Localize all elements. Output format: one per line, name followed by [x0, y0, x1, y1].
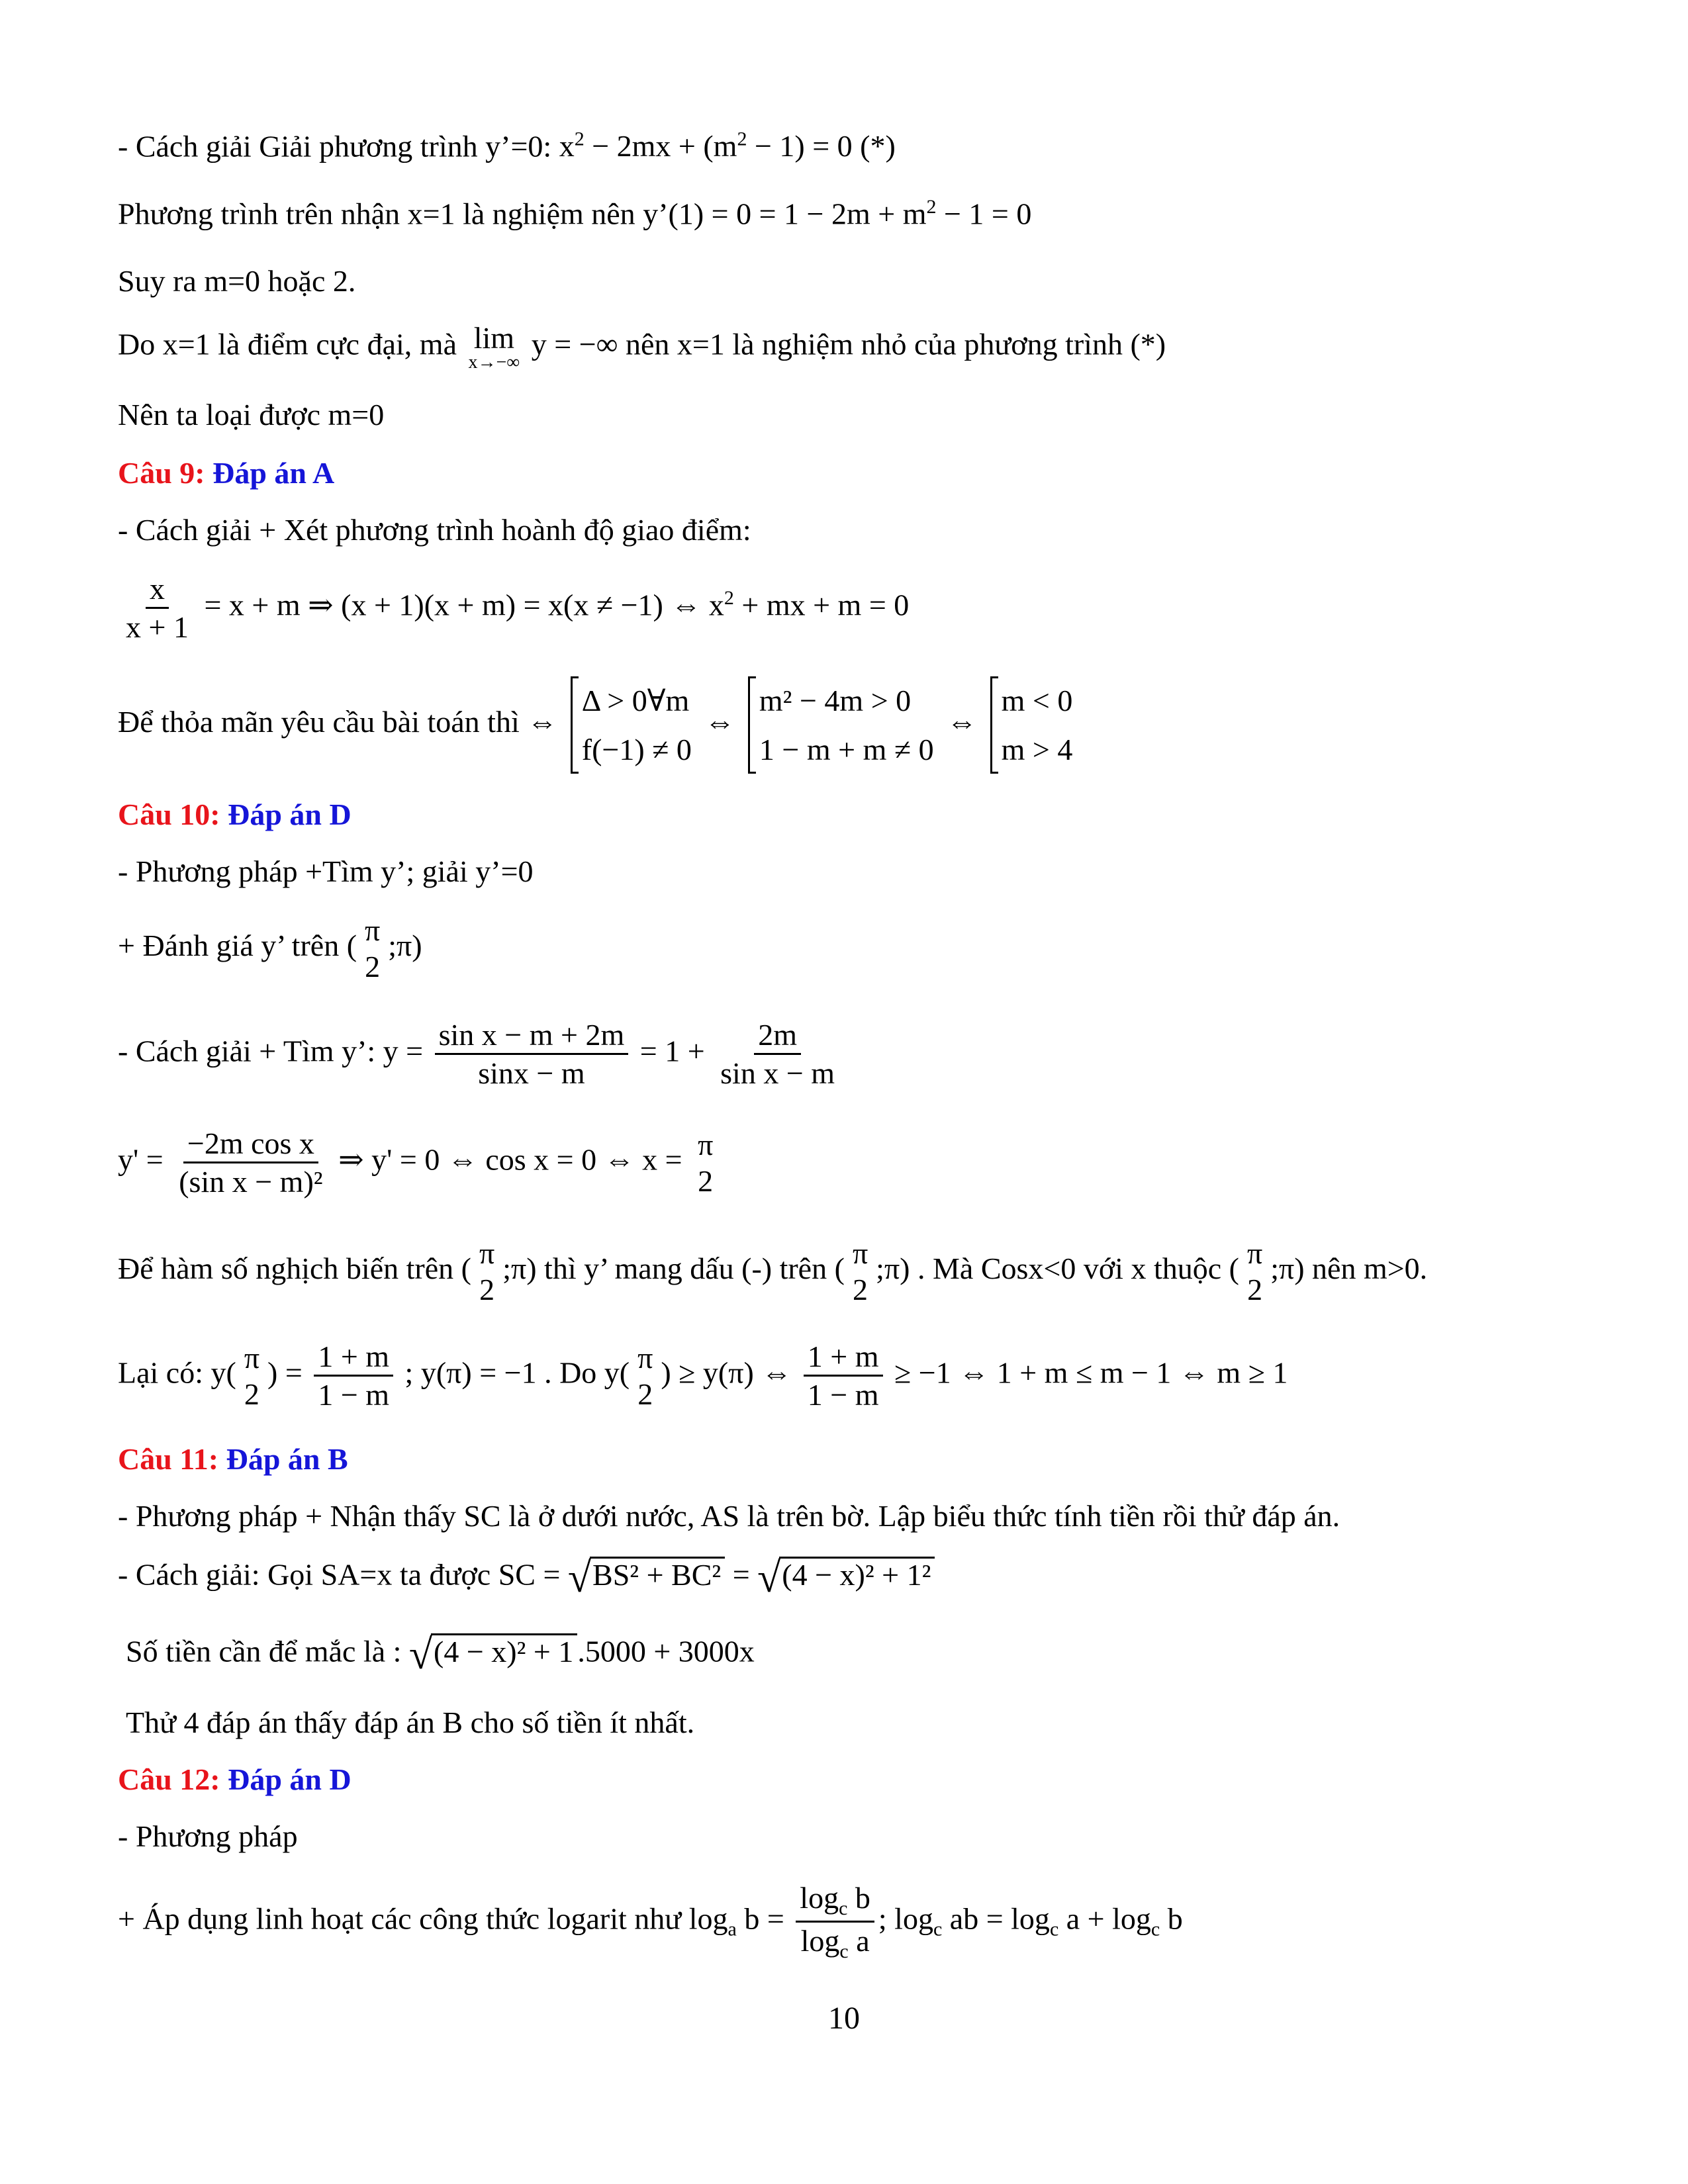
fraction: π 2 — [1246, 1236, 1263, 1307]
square-root: √ BS² + BC² — [568, 1557, 725, 1599]
fraction: $\frac{x}{x + 1}$ — [126, 572, 189, 645]
fraction: π 2 — [365, 913, 381, 984]
line-q10-method: - Phương pháp +Tìm y’; giải y’=0 — [118, 854, 534, 888]
system-1: Δ > 0∀m f(−1) ≠ 0 — [571, 676, 692, 774]
fraction: π 2 — [852, 1236, 868, 1307]
line-q10-derivative: - Cách giải + Tìm y’: y = $\frac{\text{sin x − m + 2m}}{\sin x - m}$ = 1 + $\frac{2m}{\text{sin x − m}}$ — [118, 1017, 843, 1091]
page-number: 10 — [828, 2001, 860, 2036]
system-2: m² − 4m > 0 1 − m + m ≠ 0 — [748, 676, 934, 774]
line-q11-method: - Phương pháp + Nhận thấy SC là ở dưới nước, AS là trên bờ. Lập biểu thức tính tiền rồi thử đáp án. — [118, 1499, 1340, 1533]
line-q11-test: Thử 4 đáp án thấy đáp án B cho số tiền ít nhất. — [126, 1706, 695, 1739]
fraction: $\frac{\text{sin x − m + 2m}}{\sin x - m}$ — [435, 1017, 629, 1091]
line-q8-conclusion: Nên ta loại được m=0 — [118, 398, 385, 432]
line-q12-formula: + Áp dụng linh hoạt các công thức logarit như $\log_a b$ = $\frac{\log_c b}{\log_c a}$ ; $\log_c$ ab = $\log_c a + \log_c b$ — [118, 1881, 1183, 1963]
line-q11-solution: - Cách giải: Gọi SA=x ta được SC = √ BS² + BC² = √ (4 − x)² + 1² — [118, 1557, 935, 1599]
line-q8-root: Phương trình trên nhận x=1 là nghiệm nên y’(1) = $0 = 1 - 2m + m^2 - 1 = 0$ — [118, 196, 1032, 231]
fraction: $\frac{\text{−2m cos x}}{\text{(sin x − m)²}}$ — [179, 1126, 323, 1199]
fraction: $\frac{\log_c b}{\log_c a}$ — [796, 1880, 874, 1964]
line-q10-compare: Lại có: y( π 2 ) = $\frac{1 + m}{1 - m}$ ; y(π) = −1 . Do y( π 2 ) ≥ y(π) ⇔ $\frac{1 + m}{1 - m}$ ≥ −1 ⇔ 1 + m ≤ m − 1 ⇔ m ≥ 1 — [118, 1338, 1288, 1413]
heading-q11: Câu 11: Đáp án B — [118, 1442, 348, 1476]
fraction: $\frac{2m}{\text{sin x − m}}$ — [720, 1018, 835, 1091]
line-q9-condition: Để thỏa mãn yêu cầu bài toán thì ⇔ Δ > 0∀m f(−1) ≠ 0 ⇔ m² − 4m > 0 1 − m + m ≠ 0 ⇔ m < 0 m > 4 — [118, 676, 1078, 774]
equation: $x^2 - 2mx + (m^2 - 1) = 0$ (*) — [559, 128, 896, 163]
heading-q9: Câu 9: Đáp án A — [118, 456, 335, 490]
line-q8-method: - Cách giải Giải phương trình y’=0: $x^2 - 2mx + (m^2 - 1) = 0$ (*) — [118, 128, 896, 163]
heading-q10: Câu 10: Đáp án D — [118, 797, 352, 831]
fraction: π 2 — [244, 1340, 260, 1411]
fraction: π 2 — [637, 1340, 653, 1411]
line-q8-limit: Do x=1 là điểm cực đại, mà lim x→−∞ y = −∞ nên x=1 là nghiệm nhỏ của phương trình (*) — [118, 321, 1166, 373]
fraction: π 2 — [698, 1127, 714, 1198]
system-3: m < 0 m > 4 — [990, 676, 1073, 774]
line-q10-yprime: y' = $\frac{\text{−2m cos x}}{\text{(sin x − m)²}}$ ⇒ y' = 0 ⇔ cos x = 0 ⇔ x = π 2 — [118, 1125, 721, 1200]
square-root: √ (4 − x)² + 1² — [757, 1557, 935, 1599]
line-q9-method: - Cách giải + Xét phương trình hoành độ giao điểm: — [118, 513, 751, 547]
line-q11-cost: Số tiền cần để mắc là : √ (4 − x)² + 1 .5000 + 3000x — [126, 1631, 755, 1678]
line-q12-method: - Phương pháp — [118, 1819, 298, 1853]
heading-q12: Câu 12: Đáp án D — [118, 1762, 352, 1796]
line-q10-evaluate: + Đánh giá y’ trên ( π 2 ;π) — [118, 912, 422, 985]
line-q8-result: Suy ra m=0 hoặc 2. — [118, 264, 356, 298]
fraction: $\frac{1 + m}{1 - m}$ — [804, 1338, 883, 1413]
fraction: π 2 — [479, 1236, 495, 1307]
square-root: √ (4 − x)² + 1 — [409, 1633, 577, 1676]
fraction: $\frac{1 + m}{1 - m}$ — [314, 1338, 393, 1413]
limit-expression: lim x→−∞ — [468, 321, 520, 373]
line-q10-sign: Để hàm số nghịch biến trên ( π 2 ;π) thì y’ mang dấu (-) trên ( π 2 ;π) . Mà Cosx<0 với x thuộc ( π 2 ;π) nên m>0. — [118, 1235, 1427, 1308]
line-q9-equation: $\frac{x}{x + 1}$ = x + m ⇒ (x + 1)(x + m) = x(x ≠ −1) ⇔ $x^2$ + mx + m = 0 — [118, 570, 909, 645]
